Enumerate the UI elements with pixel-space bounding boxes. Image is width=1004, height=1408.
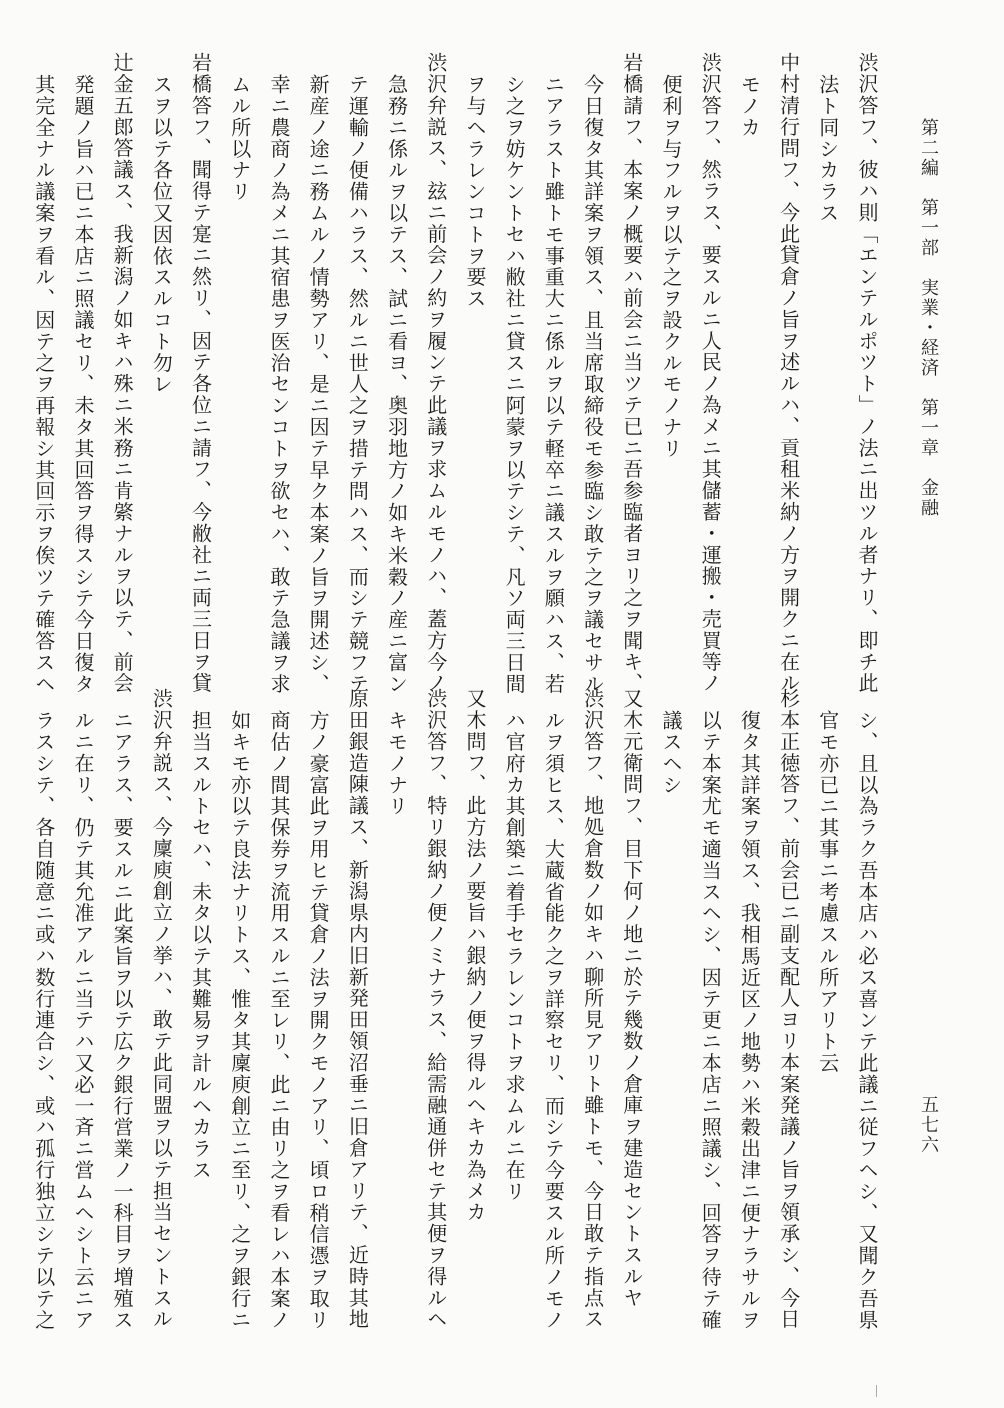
text-column: テ運輸ノ便備ハラス、然ルニ世人之ヲ措テ問ハス、而シテ競フテ	[345, 74, 370, 695]
text-column: 辻金五郎答議ス、我新潟ノ如キハ殊ニ米務ニ肯綮ナルヲ以テ、前会	[110, 52, 135, 694]
text-column: 渋沢答フ、然ラス、要スルニ人民ノ為メニ其儲蓄・運搬・売買等ノ	[698, 52, 723, 694]
text-column: 急務ニ係ルヲ以テス、試ニ看ヨ、奥羽地方ノ如キ米穀ノ産ニ富ン	[384, 74, 409, 695]
text-column: 今日復タ其詳案ヲ領ス、且当席取締役モ参臨シ敢テ之ヲ議セサル	[580, 74, 605, 695]
text-column: 法ト同シカラス	[815, 74, 840, 224]
text-column: ムル所以ナリ	[227, 74, 252, 203]
scan-mark	[876, 1385, 877, 1397]
page-number: 五七六	[918, 1095, 939, 1155]
text-column: ルヲ須ヒス、大蔵省能ク之ヲ詳察セリ、而シテ今要スル所ノモノ	[541, 710, 566, 1331]
text-column: ニアラス、要スルニ此案旨ヲ以テ広ク銀行営業ノ一科目ヲ増殖ス	[110, 710, 135, 1331]
text-column: 又木元衛問フ、目下何ノ地ニ於テ幾数ノ倉庫ヲ建造セントスルヤ	[619, 688, 644, 1309]
text-column: ルニ在リ、仍テ其允准アルニ当テハ又必一斉ニ営ムヘシト云ニア	[70, 710, 95, 1331]
text-column: スヲ以テ各位又因依スルコト勿レ	[149, 74, 174, 395]
text-column: 岩橋答フ、聞得テ寔ニ然リ、因テ各位ニ請フ、今敝社ニ両三日ヲ貸	[188, 52, 213, 694]
text-column: 新産ノ途ニ務ムルノ情勢アリ、是ニ因テ早ク本案ノ旨ヲ開述シ、	[306, 74, 331, 695]
text-column: モノカ	[737, 74, 762, 139]
text-column: 発題ノ旨ハ已ニ本店ニ照議セリ、未タ其回答ヲ得スシテ今日復タ	[70, 74, 95, 695]
upper-text-block	[24, 52, 886, 695]
text-column: キモノナリ	[384, 710, 409, 817]
text-column: 議スヘシ	[658, 710, 683, 796]
text-column: 商估ノ間其保券ヲ流用スルニ至レリ、此ニ由リ之ヲ看レハ本案ノ	[266, 710, 291, 1331]
text-column: 幸ニ農商ノ為メニ其宿患ヲ医治センコトヲ欲セハ、敢テ急議ヲ求	[266, 74, 291, 695]
text-column: 其完全ナル議案ヲ看ル、因テ之ヲ再報シ其回示ヲ俟ツテ確答スヘ	[31, 74, 56, 695]
text-column: ラスシテ、各自随意ニ或ハ数行連合シ、或ハ孤行独立シテ以テ之	[31, 710, 56, 1331]
text-column: 担当スルトセハ、未タ以テ其難易ヲ計ルヘカラス	[188, 710, 213, 1181]
text-column: 以テ本案尤モ適当スヘシ、因テ更ニ本店ニ照議シ、回答ヲ待テ確	[698, 710, 723, 1331]
text-column: 中村清行問フ、今此貸倉ノ旨ヲ述ルハ、貢租米納ノ方ヲ開クニ在ル	[776, 52, 801, 694]
running-head: 第二編 第一部 実業・経済 第一章 金融	[918, 118, 939, 518]
lower-text-block	[24, 688, 886, 1368]
text-column: 岩橋請フ、本案ノ概要ハ前会ニ当ツテ已ニ吾参臨者ヨリ之ヲ聞キ、	[619, 52, 644, 694]
text-column: シ、且以為ラク吾本店ハ必ス喜ンテ此議ニ従フヘシ、又聞ク吾県	[855, 710, 879, 1331]
text-column: 渋沢答フ、彼ハ則「エンテルポツト」ノ法ニ出ツル者ナリ、即チ此	[855, 52, 879, 694]
text-column: 官モ亦已ニ其事ニ考慮スル所アリト云	[815, 710, 840, 1074]
text-column: 渋沢答フ、特リ銀納ノ便ノミナラス、給需融通併セテ其便ヲ得ルヘ	[423, 688, 448, 1330]
text-column: ニアラスト雖トモ事重大ニ係ルヲ以テ軽卒ニ議スルヲ願ハス、若	[541, 74, 566, 695]
text-column: 復タ其詳案ヲ領ス、我相馬近区ノ地勢ハ米穀出津ニ便ナラサルヲ	[737, 710, 762, 1331]
text-column: 便利ヲ与フルヲ以テ之ヲ設クルモノナリ	[658, 74, 683, 460]
text-column: 又木問フ、此方法ノ要旨ハ銀納ノ便ヲ得ルヘキカ為メカ	[462, 688, 487, 1223]
text-column: シ之ヲ妨ケントセハ敝社ニ貸スニ阿蒙ヲ以テシテ、凡ソ両三日間	[502, 74, 527, 695]
text-column: 渋沢弁説ス、今廩庾創立ノ挙ハ、敢テ此同盟ヲ以テ担当セントスル	[149, 688, 174, 1330]
text-column: ヲ与ヘラレンコトヲ要ス	[462, 74, 487, 310]
text-column: 如キモ亦以テ良法ナリトス、惟タ其廩庾創立ニ至リ、之ヲ銀行ニ	[227, 710, 252, 1331]
text-column: 渋沢答フ、地処倉数ノ如キハ聊所見アリト雖トモ、今日敢テ指点ス	[580, 688, 605, 1330]
text-column: 渋沢弁説ス、玆ニ前会ノ約ヲ履ンテ此議ヲ求ムルモノハ、蓋方今ノ	[423, 52, 448, 694]
text-column: ハ官府カ其創築ニ着手セラレンコトヲ求ムルニ在リ	[502, 710, 527, 1203]
text-column: 方ノ豪富此ヲ用ヒテ貸倉ノ法ヲ開クモノアリ、頃ロ稍信憑ヲ取リ	[306, 710, 331, 1331]
text-column: 杉本正徳答フ、前会已ニ副支配人ヨリ本案発議ノ旨ヲ領承シ、今日	[776, 688, 801, 1330]
text-column: 原田銀造陳議ス、新潟県内旧新発田領沼垂ニ旧倉アリテ、近時其地	[345, 688, 370, 1330]
